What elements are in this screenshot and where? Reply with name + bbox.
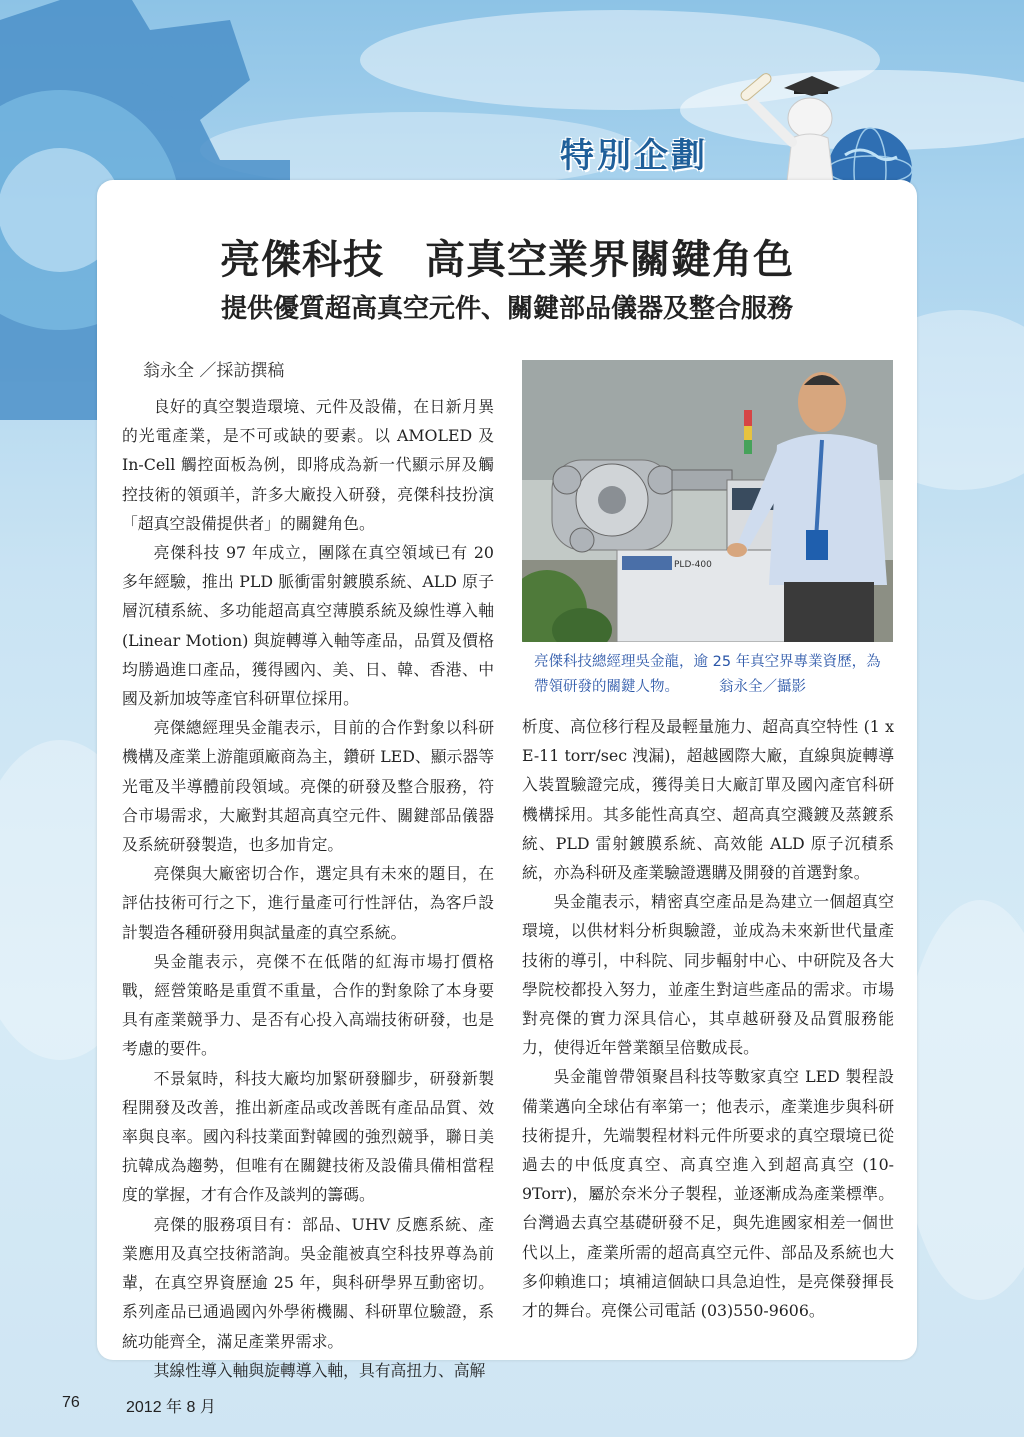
issue-date: 2012 年 8 月	[126, 1399, 216, 1416]
paragraph: 吳金龍曾帶領聚昌科技等數家真空 LED 製程設備業邁向全球佔有率第一；他表示，產業進步與科研技術提升，先端製程材料元件所要求的真空環境已從過去的中低度真空、高真空進入到超高真空 (10-9Torr)，屬於奈米分子製程，並逐漸成為產業標準。台灣過去真空基礎研發不足，與先進國家相差一個世代以上，產業所需的超高真空元件、部品及系統也大多仰賴進口；填補這個缺口具急迫性，是亮傑發揮長才的舞台。亮傑公司電話 (03)550-9606。	[522, 1067, 894, 1321]
caption-credit: 翁永全／攝影	[719, 679, 806, 695]
section-kicker: 特別企劃	[560, 136, 708, 176]
header-illustration	[720, 60, 940, 190]
paragraph: 析度、高位移行程及最輕量施力、超高真空特性 (1 x E-11 torr/sec 洩漏)，超越國際大廠，直線與旋轉導入裝置驗證完成，獲得美日大廠訂單及國內產官科研機構採用。其多能性高真空、超高真空濺鍍及蒸鍍系統、PLD 雷射鍍膜系統、高效能 ALD 原子沉積系統，亦為科研及產業驗證選購及開發的首選對象。	[522, 717, 894, 883]
paragraph: 亮傑與大廠密切合作，選定具有未來的題目，在評估技術可行之下，進行量產可行性評估，為客戶設計製造各種研發用與試量產的真空系統。	[122, 864, 494, 942]
machine-label: PLD-400	[674, 560, 712, 570]
photo-illustration	[522, 360, 893, 642]
caption-text: 亮傑科技總經理吳金龍，逾 25 年真空界專業資歷，為帶領研發的關鍵人物。	[534, 654, 881, 695]
photo-caption	[534, 650, 886, 700]
paragraph: 其線性導入軸與旋轉導入軸，具有高扭力、高解	[153, 1360, 486, 1380]
graduate-figure-icon	[739, 72, 840, 190]
paragraph: 不景氣時，科技大廠均加緊研發腳步，研發新製程開發及改善，推出新產品或改善既有產品品質、效率與良率。國內科技業面對韓國的強烈競爭，聯日美抗韓成為趨勢，但唯有在關鍵技術及設備具備相當程度的掌握，才有合作及談判的籌碼。	[122, 1068, 494, 1205]
page-number: 76	[62, 1394, 80, 1411]
paragraph: 吳金龍表示，精密真空產品是為建立一個超真空環境，以供材料分析與驗證，並成為未來新世代量產技術的導引，中科院、同步輻射中心、中研院及各大學院校都投入努力，並產生對這些產品的需求。市場對亮傑的實力深具信心，其卓越研發及品質服務能力，使得近年營業額呈倍數成長。	[522, 892, 894, 1058]
article-photo	[522, 360, 893, 642]
article-column-right	[522, 712, 894, 1325]
paragraph: 亮傑的服務項目有：部品、UHV 反應系統、產業應用及真空技術諮詢。吳金龍被真空科技界尊為前輩，在真空界資歷逾 25 年，與科研學界互動密切。系列產品已通過國內外學術機關、科研單位驗證，系統功能齊全，滿足產業界需求。	[122, 1214, 494, 1351]
article-column-left	[122, 392, 494, 1385]
article-title: 亮傑科技 高真空業界關鍵角色	[220, 236, 794, 283]
paragraph: 吳金龍表示，亮傑不在低階的紅海市場打價格戰，經營策略是重質不重量，合作的對象除了本身要具有產業競爭力、是否有心投入高端技術研發，也是考慮的要件。	[122, 951, 494, 1059]
article-subtitle: 提供優質超高真空元件、關鍵部品儀器及整合服務	[220, 294, 793, 324]
paragraph: 良好的真空製造環境、元件及設備，在日新月異的光電產業，是不可或缺的要素。以 AMOLED 及 In-Cell 觸控面板為例，即將成為新一代顯示屏及觸控技術的領頭羊，許多大廠投入研發，亮傑科技扮演「超真空設備提供者」的關鍵角色。	[122, 397, 494, 533]
byline: 翁永全 ／採訪撰稿	[143, 361, 285, 381]
paragraph: 亮傑科技 97 年成立，團隊在真空領域已有 20 多年經驗，推出 PLD 脈衝雷射鍍膜系統、ALD 原子層沉積系統、多功能超高真空薄膜系統及線性導入軸 (Linear Motion) 與旋轉導入軸等產品，品質及價格均勝過進口產品，獲得國內、美、日、韓、香港、中國及新加坡等產官科研單位採用。	[122, 543, 494, 709]
paragraph: 亮傑總經理吳金龍表示，目前的合作對象以科研機構及產業上游龍頭廠商為主，鑽研 LED、顯示器等光電及半導體前段領域。亮傑的研發及整合服務，符合市場需求，大廠對其超高真空元件、關鍵部品儀器及系統研發製造，也多加肯定。	[122, 718, 494, 855]
